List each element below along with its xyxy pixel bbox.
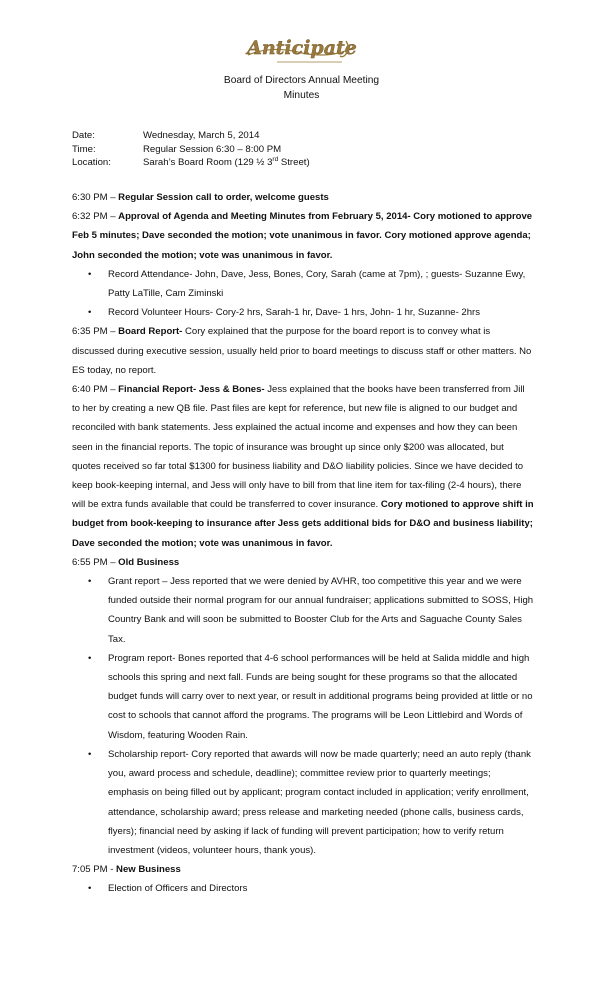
bullet-list <box>72 265 534 323</box>
document-subtitle: Minutes <box>283 90 320 101</box>
document-title: Board of Directors Annual Meeting <box>223 75 380 86</box>
agenda-item: 6:35 PM – Board Report- Cory explained that the purpose for the board report is to convey what is discussed during executive session, usually held prior to board meetings to discuss staff or other matters. No ES today, no report. <box>72 326 532 376</box>
list-item: • Election of Officers and Directors <box>72 879 534 898</box>
list-item: • Program report- Bones reported that 4-6 school performances will be held at Salida middle and high schools this spring and next fall. Funds are being sought for these programs so that the allocated budget funds will carry over to next year, or result in additional programs being provided at little or no cost to schools that cannot afford the programs. The programs will be Leon Littlebird and Words of Wisdom, featuring Wooden Rain. <box>72 649 534 745</box>
agenda-item: 6:40 PM – Financial Report- Jess & Bones- Jess explained that the books have been transferred from Jill to her by creating a new QB file. Past files are kept for reference, but new file is aligned to our budget and reconciled with bank statements. Jess explained the actual income and expenses and how they can been seen in the financial reports. The topic of insurance was brought up since only $200 was allocated, but quotes received so far total $1300 for business liability and D&O liability policies. Since we have decided to keep book-keeping internal, and Jess will only have to bill from that line item for tax-filing (2-4 hours), there will be extra funds available that could be transferred to cover insurance. Cory motioned to approve shift in budget from book-keeping to insurance after Jess gets additional bids for D&O and business liability; Dave seconded the motion; vote was unanimous in favor. <box>72 384 534 549</box>
location-value: Sarah’s Board Room (129 ½ 3rd Street) <box>143 155 310 168</box>
minutes-body <box>72 188 534 899</box>
list-item: • Record Attendance- John, Dave, Jess, Bones, Cory, Sarah (came at 7pm), ; guests- Suzanne Ewy, Patty LaTille, Cam Ziminski <box>72 265 534 303</box>
anticipate-logo-icon <box>242 33 362 67</box>
list-item: • Record Volunteer Hours- Cory-2 hrs, Sarah-1 hr, Dave- 1 hrs, John- 1 hr, Suzanne- 2hrs <box>72 303 534 322</box>
date-value: Wednesday, March 5, 2014 <box>143 130 260 141</box>
list-item: • Scholarship report- Cory reported that awards will now be made quarterly; need an auto reply (thank you, award process and schedule, deadline); committee review prior to quarterly meetings; emphasis on being filled out by applicant; program contact included in application; verify enrollment, attendance, scholarship award; press release and marketing needed (phone calls, business cards, flyers); financial need by asking if lack of funding will prevent participation; how to verify return investment (videos, volunteer hours, thank yous). <box>72 745 534 860</box>
agenda-item: 6:30 PM – Regular Session call to order, welcome guests <box>72 192 329 203</box>
logo <box>0 33 603 70</box>
bullet-list <box>72 879 534 898</box>
logo-text: Anticipate <box>246 37 357 59</box>
bullet-list <box>72 572 534 860</box>
agenda-item: 7:05 PM - New Business <box>72 864 181 876</box>
time-label: Time: <box>72 143 96 155</box>
meeting-meta <box>72 129 310 170</box>
list-item: • Grant report – Jess reported that we were denied by AVHR, too competitive this year and we were funded outside their normal program for our annual fundraiser; applications submitted to SOSS, High Country Bank and will soon be submitted to Booster Club for the Arts and Saguache County Sales Tax. <box>72 572 534 649</box>
time-value: Regular Session 6:30 – 8:00 PM <box>143 143 282 155</box>
location-label: Location: <box>72 157 111 168</box>
agenda-item: 6:55 PM – Old Business <box>72 556 180 568</box>
date-label: Date: <box>72 130 95 141</box>
agenda-item: 6:32 PM – Approval of Agenda and Meeting Minutes from February 5, 2014- Cory motioned to approve Feb 5 minutes; Dave seconded the motion; vote unanimous in favor. Cory motioned approve agenda; John seconded the motion; vote was unanimous in favor. <box>72 211 533 261</box>
